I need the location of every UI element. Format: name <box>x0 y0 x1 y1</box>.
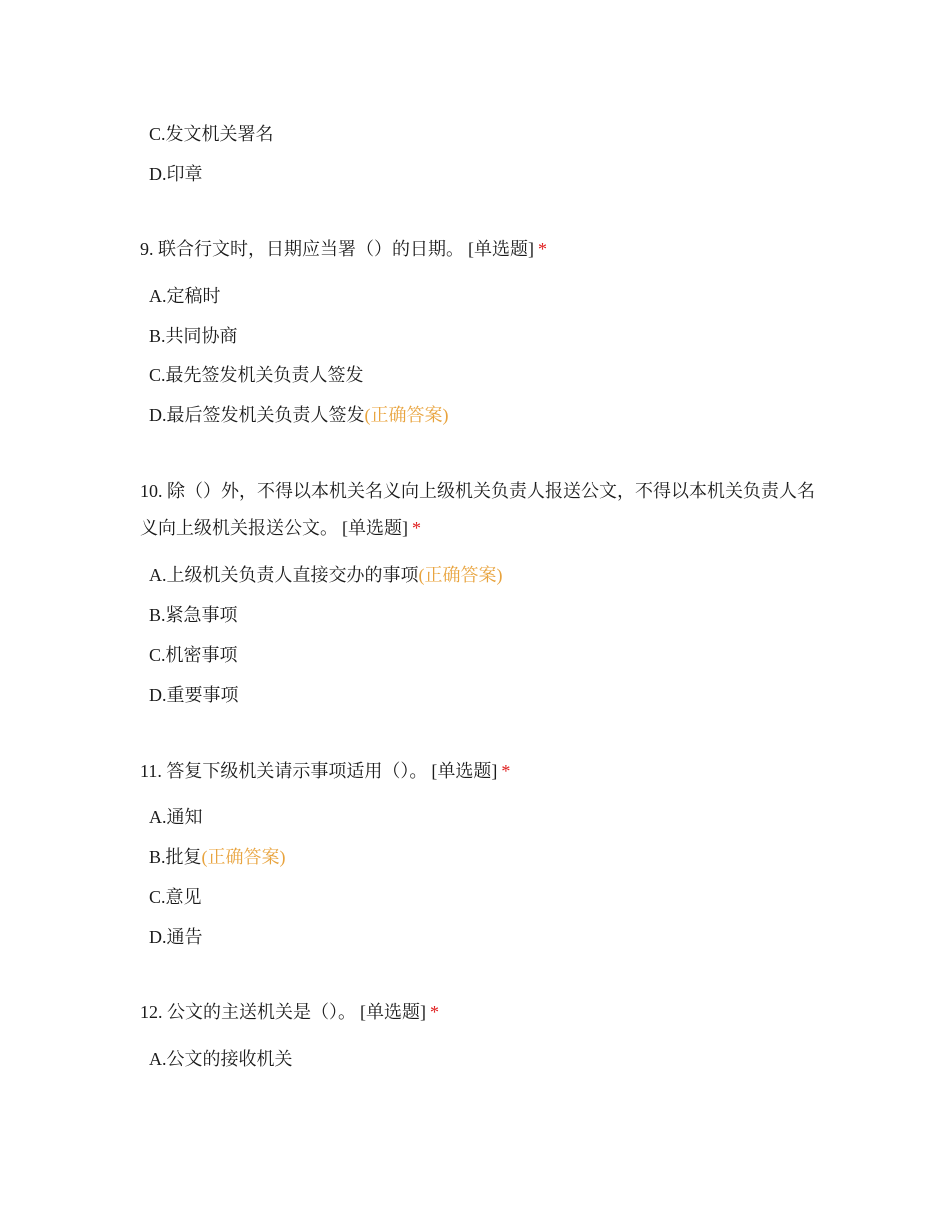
required-star: * <box>538 239 547 259</box>
question-stem <box>140 994 820 1031</box>
option-q10-a[interactable] <box>149 563 503 587</box>
question-type-label: [单选题] <box>468 239 534 259</box>
question-type-label: [单选题] <box>360 1002 426 1022</box>
correct-answer-tag: (正确答案) <box>418 565 503 585</box>
option-label: A.定稿时 <box>149 286 221 306</box>
option-label: A.上级机关负责人直接交办的事项 <box>149 565 419 585</box>
question-text: 11. 答复下级机关请示事项适用（）。 <box>140 761 428 781</box>
option-q9-c[interactable] <box>149 363 364 387</box>
correct-answer-tag: (正确答案) <box>201 847 286 867</box>
option-label: C.机密事项 <box>149 645 238 665</box>
option-q8-d[interactable] <box>149 162 203 186</box>
option-q11-c[interactable] <box>149 885 202 909</box>
question-text: 10. 除（）外，不得以本机关名义向上级机关负责人报送公文，不得以本机关负责人名义向上级机关报送公文。 <box>140 481 815 538</box>
option-q10-d[interactable] <box>149 683 239 707</box>
option-label: C.最先签发机关负责人签发 <box>149 365 364 385</box>
question-text: 9. 联合行文时，日期应当署（）的日期。 <box>140 239 464 259</box>
option-label: A.通知 <box>149 807 203 827</box>
option-q11-a[interactable] <box>149 805 203 829</box>
question-stem <box>140 473 820 547</box>
question-stem <box>140 753 820 790</box>
question-12 <box>140 994 820 1031</box>
option-label: B.批复 <box>149 847 202 867</box>
required-star: * <box>430 1002 439 1022</box>
required-star: * <box>501 761 511 781</box>
correct-answer-tag: (正确答案) <box>364 405 449 425</box>
option-label: D.通告 <box>149 927 203 947</box>
option-q9-b[interactable] <box>149 324 238 348</box>
question-10 <box>140 473 820 547</box>
option-label: C.发文机关署名 <box>149 124 274 144</box>
option-label: C.意见 <box>149 887 202 907</box>
option-label: D.重要事项 <box>149 685 239 705</box>
question-type-label: [单选题] <box>431 761 498 781</box>
option-q12-a[interactable] <box>149 1047 293 1071</box>
question-text: 12. 公文的主送机关是（）。 <box>140 1002 356 1022</box>
required-star: * <box>412 518 421 538</box>
option-label: D.最后签发机关负责人签发 <box>149 405 365 425</box>
option-q8-c[interactable] <box>149 122 274 146</box>
option-q11-d[interactable] <box>149 925 203 949</box>
option-label: A.公文的接收机关 <box>149 1049 293 1069</box>
option-q10-c[interactable] <box>149 643 238 667</box>
question-stem <box>140 231 820 268</box>
question-type-label: [单选题] <box>342 518 408 538</box>
option-q11-b[interactable] <box>149 845 286 869</box>
option-label: D.印章 <box>149 164 203 184</box>
option-q9-a[interactable] <box>149 284 221 308</box>
question-11 <box>140 753 820 790</box>
option-q9-d[interactable] <box>149 403 449 427</box>
question-9 <box>140 231 820 268</box>
option-label: B.共同协商 <box>149 326 238 346</box>
option-label: B.紧急事项 <box>149 605 238 625</box>
option-q10-b[interactable] <box>149 603 238 627</box>
